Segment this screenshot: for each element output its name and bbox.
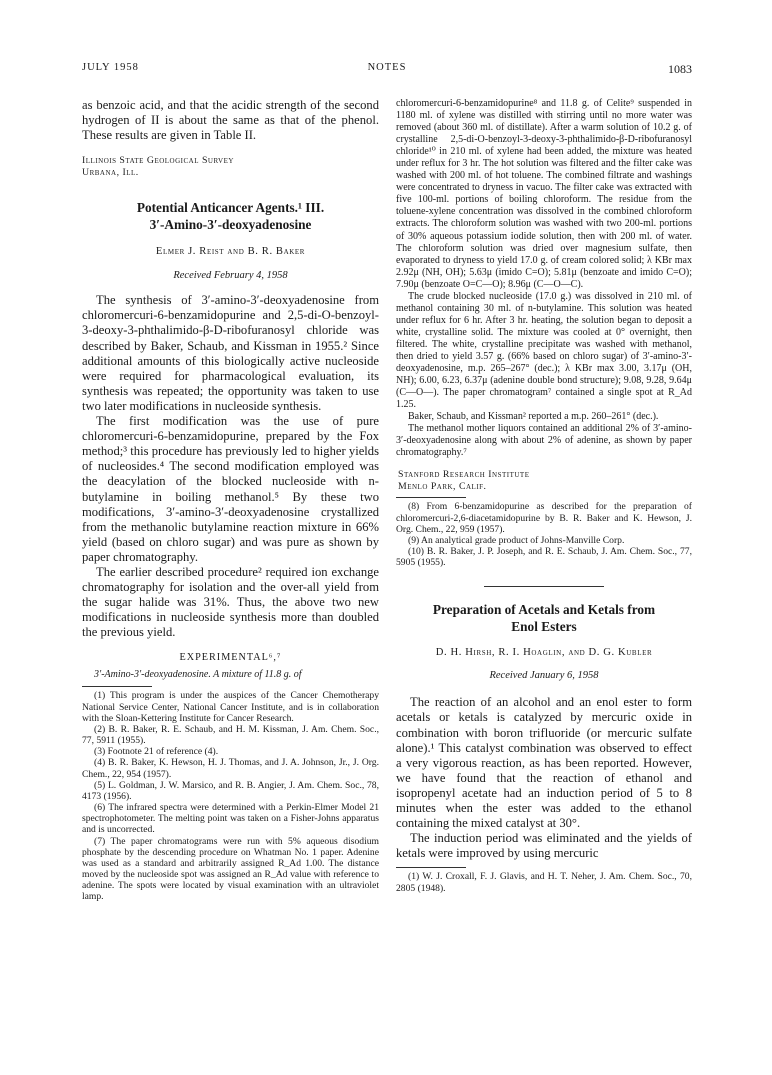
paragraph: The synthesis of 3′-amino-3′-deoxyadenosine from chloromercuri-6-benzamidopurine and 2,5-di-O-benzoyl-3-deoxy-3-phthalimido-β-D-ribofuranosyl chloride was described by Baker, Schaub, and Kissman in 1955.² Since additional amounts of this biologically active nucleoside were required for pharmacological evaluation, its synthesis was repeated; the opportunity was taken to use two later modifications in nucleoside synthesis. [82, 293, 379, 413]
footnote: (9) An analytical grade product of Johns-Manville Corp. [408, 534, 625, 546]
article-title: Preparation of Acetals and Ketals from [432, 602, 656, 618]
paragraph: The earlier described procedure² required ion exchange chromatography for isolation and the over-all yield from the sugar halide was 31%. Thus, the above two new modifications in nucleoside synthesis more than doubled the previous yield. [82, 564, 379, 640]
header-section: NOTES [367, 62, 407, 73]
footnote: (10) B. R. Baker, J. P. Joseph, and R. E. Schaub, J. Am. Chem. Soc., 77, 5905 (1955). [396, 546, 692, 569]
paragraph: The reaction of an alcohol and an enol ester to form acetals or ketals is catalyzed by mercuric oxide in combination with boron trifluoride (or mercuric sulfate alone).¹ This catalyst combination was observed to effect a very vigorous reaction, as has been reported. However, we have found that the reaction of ethanol and isopropenyl acetate had an induction period of 5 to 8 minutes when the ester was added to the ethanol containing the mixed catalyst at 30°. [396, 695, 692, 831]
footnote: (1) This program is under the auspices of the Cancer Chemotherapy National Service Center, National Cancer Institute, and is in collaboration with the Sloan-Kettering Institute for Cancer Research. [82, 690, 379, 724]
paragraph: The induction period was eliminated and the yields of ketals were improved by using mercuric [396, 831, 692, 861]
footnotes [396, 501, 692, 568]
footnote: (3) Footnote 21 of reference (4). [94, 746, 219, 758]
paragraph: The crude blocked nucleoside (17.0 g.) was dissolved in 210 ml. of methanol containing 30 ml. of n-butylamine. This solution was heated under reflux for 6 hr. After 3 hr. heating, the solution began to deposit a white, crystalline solid. The mixture was cooled at 0° overnight, then filtered. The white, crystalline precipitate was washed with methanol, then dried to yield 3.57 g. (66% based on chloro sugar) of 3′-amino-3′-deoxyadenosine, m.p. 265–267° (dec.); λ KBr max 3.00, 3.17μ (OH, NH); 6.00, 6.23, 6.37μ (adenine double bond structure); 9.08, 9.28, 9.64μ (C—O—). The paper chromatogram⁷ contained a single spot at R_Ad 1.25. [396, 290, 692, 411]
footnote: (1) W. J. Croxall, F. J. Glavis, and H. T. Neher, J. Am. Chem. Soc., 70, 2805 (1948). [396, 871, 692, 894]
authors: D. H. Hirsh, R. I. Hoaglin, and D. G. Kubler [435, 647, 653, 659]
footnote: (2) B. R. Baker, R. E. Schaub, and H. M. Kissman, J. Am. Chem. Soc., 77, 5911 (1955). [82, 723, 379, 747]
article-body [82, 293, 379, 640]
previous-article-end [82, 98, 379, 143]
experimental-start [82, 669, 379, 681]
affiliation: Illinois State Geological Survey Urbana, Ill. [82, 155, 234, 179]
paragraph: as benzoic acid, and that the acidic strength of the second hydrogen of II is about the same as that of the phenol. These results are given in Table II. [82, 98, 379, 143]
footnotes [82, 690, 379, 902]
footnote: (7) The paper chromatograms were run with 5% aqueous disodium phosphate by the descending procedure on Whatman No. 1 paper. Adenine was used as a standard and arbitrarily assigned R_Ad 1.00. The distance moved by the nucleoside spot was assigned an R_Ad value with reference to adenine. The spots were located by visual examination with an ultraviolet lamp. [82, 835, 379, 903]
running-header [82, 62, 692, 76]
page-number: 1083 [668, 62, 692, 76]
left-column [82, 98, 379, 902]
footnote: (4) B. R. Baker, K. Hewson, H. J. Thomas, and J. A. Johnson, Jr., J. Org. Chem., 22, 954 (1957). [82, 757, 379, 780]
section-heading: EXPERIMENTAL⁶,⁷ [179, 652, 282, 664]
article-title: Potential Anticancer Agents.¹ III. [136, 200, 325, 216]
article-body [396, 695, 692, 861]
right-column [396, 98, 692, 894]
footnotes [396, 871, 692, 893]
paragraph: chloromercuri-6-benzamidopurine⁸ and 11.8 g. of Celite⁹ suspended in 1180 ml. of xylene was distilled with stirring until no more water was removed (about 360 ml. of distillate). After a warm solution of 10.2 g. of crystalline 2,5-di-O-benzoyl-3-deoxy-3-phthalimido-β-D-ribofuranosyl chloride¹⁰ in 210 ml. of xylene had been added, the mixture was heated under reflux for 3 hr. The hot solution was filtered and the filter cake was washed with 200 ml. of hot toluene. The combined filtrate and washings were concentrated to dryness in vacuo. The filter cake was extracted with five 100-ml. portions of boiling chloroform. The residue from the toluene-xylene concentration was dissolved in the combined chloroform extracts. The chloroform solution was washed with two 200-ml. portions of 30% aqueous potassium iodide solution, then with 200 ml. of water. The chloroform solution was dried over magnesium sulfate, then evaporated to dryness to yield 17.0 g. of cream colored solid; λ KBr max 2.92μ (NH, OH); 5.63μ (imido C=O); 5.81μ (benzoate and imido C=O); 7.90μ (benzoate O=C—O); 8.96μ (C—O—C). [396, 98, 692, 290]
paragraph: Baker, Schaub, and Kissman² reported a m.p. 260–261° (dec.). [408, 411, 659, 423]
header-date: JULY 1958 [82, 62, 139, 73]
footnote: (6) The infrared spectra were determined with a Perkin-Elmer Model 21 spectrophotometer. The melting point was taken on a Fisher-Johns apparatus and is uncorrected. [82, 802, 379, 836]
footnote: (5) L. Goldman, J. W. Marsico, and R. B. Angier, J. Am. Chem. Soc., 78, 4173 (1956). [82, 779, 379, 802]
paragraph: The methanol mother liquors contained an additional 2% of 3′-amino-3′-deoxyadenosine along with about 2% of adenine, as shown by paper chromatography.⁷ [396, 423, 692, 459]
article-subtitle: 3′-Amino-3′-deoxyadenosine [149, 217, 312, 233]
paragraph: 3′-Amino-3′-deoxyadenosine. A mixture of 11.8 g. of [94, 669, 302, 681]
article-subtitle: Enol Esters [511, 619, 577, 635]
received-date: Received February 4, 1958 [173, 270, 288, 282]
affiliation: Stanford Research Institute Menlo Park, Calif. [398, 469, 530, 493]
paragraph: The first modification was the use of pure chloromercuri-6-benzamidopurine, prepared by the Fox method;³ this procedure has previously led to higher yields of nucleosides.⁴ The second modification employed was the deacylation of the blocked nucleoside with n-butylamine in boiling methanol.⁵ By these two modifications, 3′-amino-3′-deoxyadenosine crystallized from the methanolic butylamine reaction mixture in 66% yield (based on chloro sugar) and was pure as shown by paper chromatography. [82, 414, 379, 564]
experimental-body [396, 98, 692, 459]
received-date: Received January 6, 1958 [489, 670, 599, 682]
authors: Elmer J. Reist and B. R. Baker [155, 246, 306, 258]
footnote: (8) From 6-benzamidopurine as described for the preparation of chloromercuri-2,6-diacetamidopurine by B. R. Baker and K. Hewson, J. Org. Chem., 22, 959 (1957). [396, 501, 692, 535]
